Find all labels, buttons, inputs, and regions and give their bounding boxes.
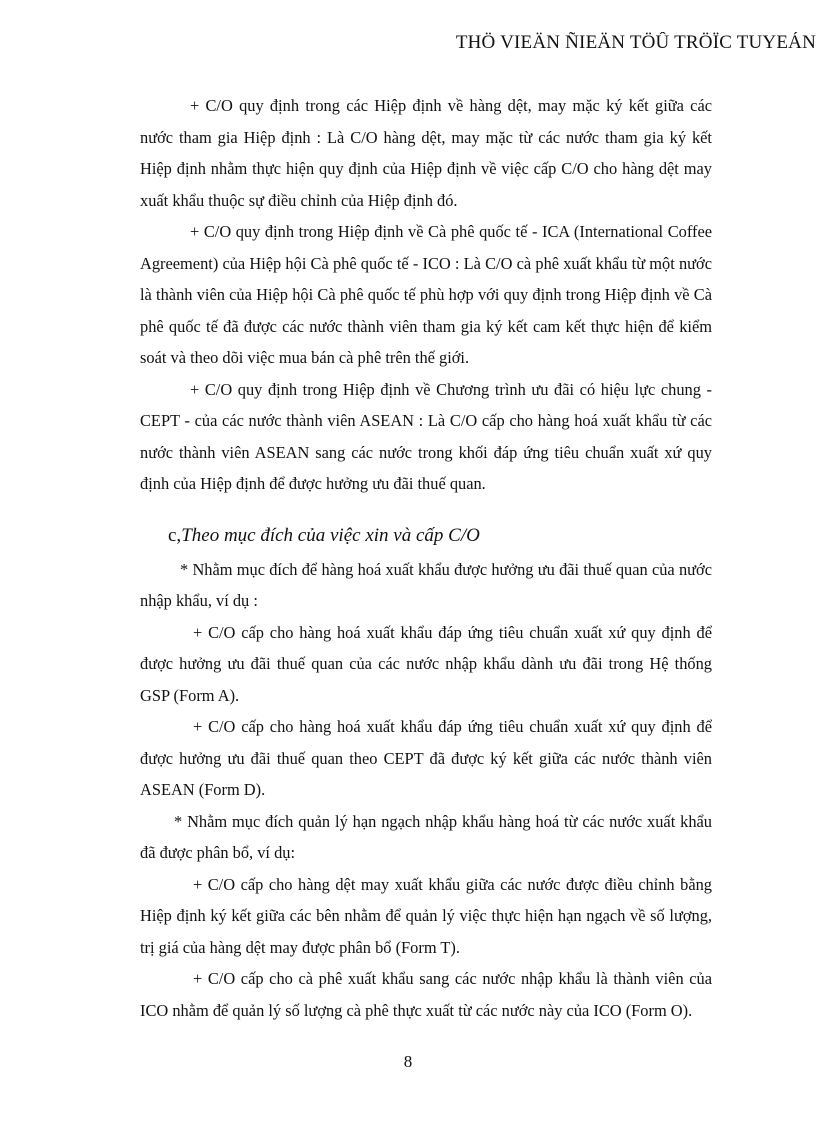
section-heading <box>140 521 712 551</box>
paragraph-form-o: + C/O cấp cho cà phê xuất khẩu sang các nước nhập khẩu là thành viên của ICO nhằm để quản lý số lượng cà phê thực xuất từ các nước này của ICO (Form O). <box>140 969 712 1020</box>
section-prefix: c, <box>168 524 182 546</box>
document-body <box>140 90 712 1026</box>
paragraph-form-t: + C/O cấp cho hàng dệt may xuất khẩu giữa các nước được điều chỉnh bằng Hiệp định ký kết giữa các bên nhằm để quản lý việc thực hiện hạn ngạch về số lượng, trị giá của hàng dệt may được phân bổ (Form T). <box>140 874 712 957</box>
paragraph-cept-co: + C/O quy định trong Hiệp định về Chương trình ưu đãi có hiệu lực chung - CEPT - của các nước thành viên ASEAN : Là C/O cấp cho hàng hoá xuất khẩu từ các nước thành viên ASEAN sang các nước trong khối đáp ứng tiêu chuẩn xuất xứ quy định của Hiệp định để được hưởng ưu đãi thuế quan. <box>140 379 712 493</box>
paragraph-coffee-co: + C/O quy định trong Hiệp định về Cà phê quốc tế - ICA (International Coffee Agreement) của Hiệp hội Cà phê quốc tế - ICO : Là C/O cà phê xuất khẩu từ một nước là thành viên của Hiệp hội Cà phê quốc tế phù hợp với quy định trong Hiệp định về Cà phê quốc tế đã được các nước thành viên tham gia ký kết cam kết thực hiện để kiểm soát và theo dõi việc mua bán cà phê trên thế giới. <box>140 222 712 367</box>
page-header: THÖ VIEÄN ÑIEÄN TÖÛ TRÖÏC TUYEÁN <box>455 32 816 53</box>
paragraph-form-a: + C/O cấp cho hàng hoá xuất khẩu đáp ứng tiêu chuẩn xuất xứ quy định để được hưởng ưu đãi thuế quan của các nước nhập khẩu dành ưu đãi trong Hệ thống GSP (Form A). <box>140 622 712 705</box>
paragraph-textile-co: + C/O quy định trong các Hiệp định về hàng dệt, may mặc ký kết giữa các nước tham gia Hiệp định : Là C/O hàng dệt, may mặc từ các nước tham gia ký kết Hiệp định nhằm thực hiện quy định của Hiệp định về việc cấp C/O cho hàng dệt may xuất khẩu thuộc sự điều chỉnh của Hiệp định đó. <box>140 96 712 210</box>
section-title: Theo mục đích của việc xin và cấp C/O <box>181 524 480 546</box>
paragraph-quota-purpose: * Nhằm mục đích quản lý hạn ngạch nhập khẩu hàng hoá từ các nước xuất khẩu đã được phân bổ, ví dụ: <box>140 811 712 862</box>
page-number: 8 <box>403 1052 413 1071</box>
paragraph-form-d: + C/O cấp cho hàng hoá xuất khẩu đáp ứng tiêu chuẩn xuất xứ quy định để được hưởng ưu đãi thuế quan theo CEPT đã được ký kết giữa các nước thành viên ASEAN (Form D). <box>140 717 712 799</box>
paragraph-tariff-purpose: * Nhằm mục đích để hàng hoá xuất khẩu được hưởng ưu đãi thuế quan của nước nhập khẩu, ví dụ : <box>140 559 712 610</box>
